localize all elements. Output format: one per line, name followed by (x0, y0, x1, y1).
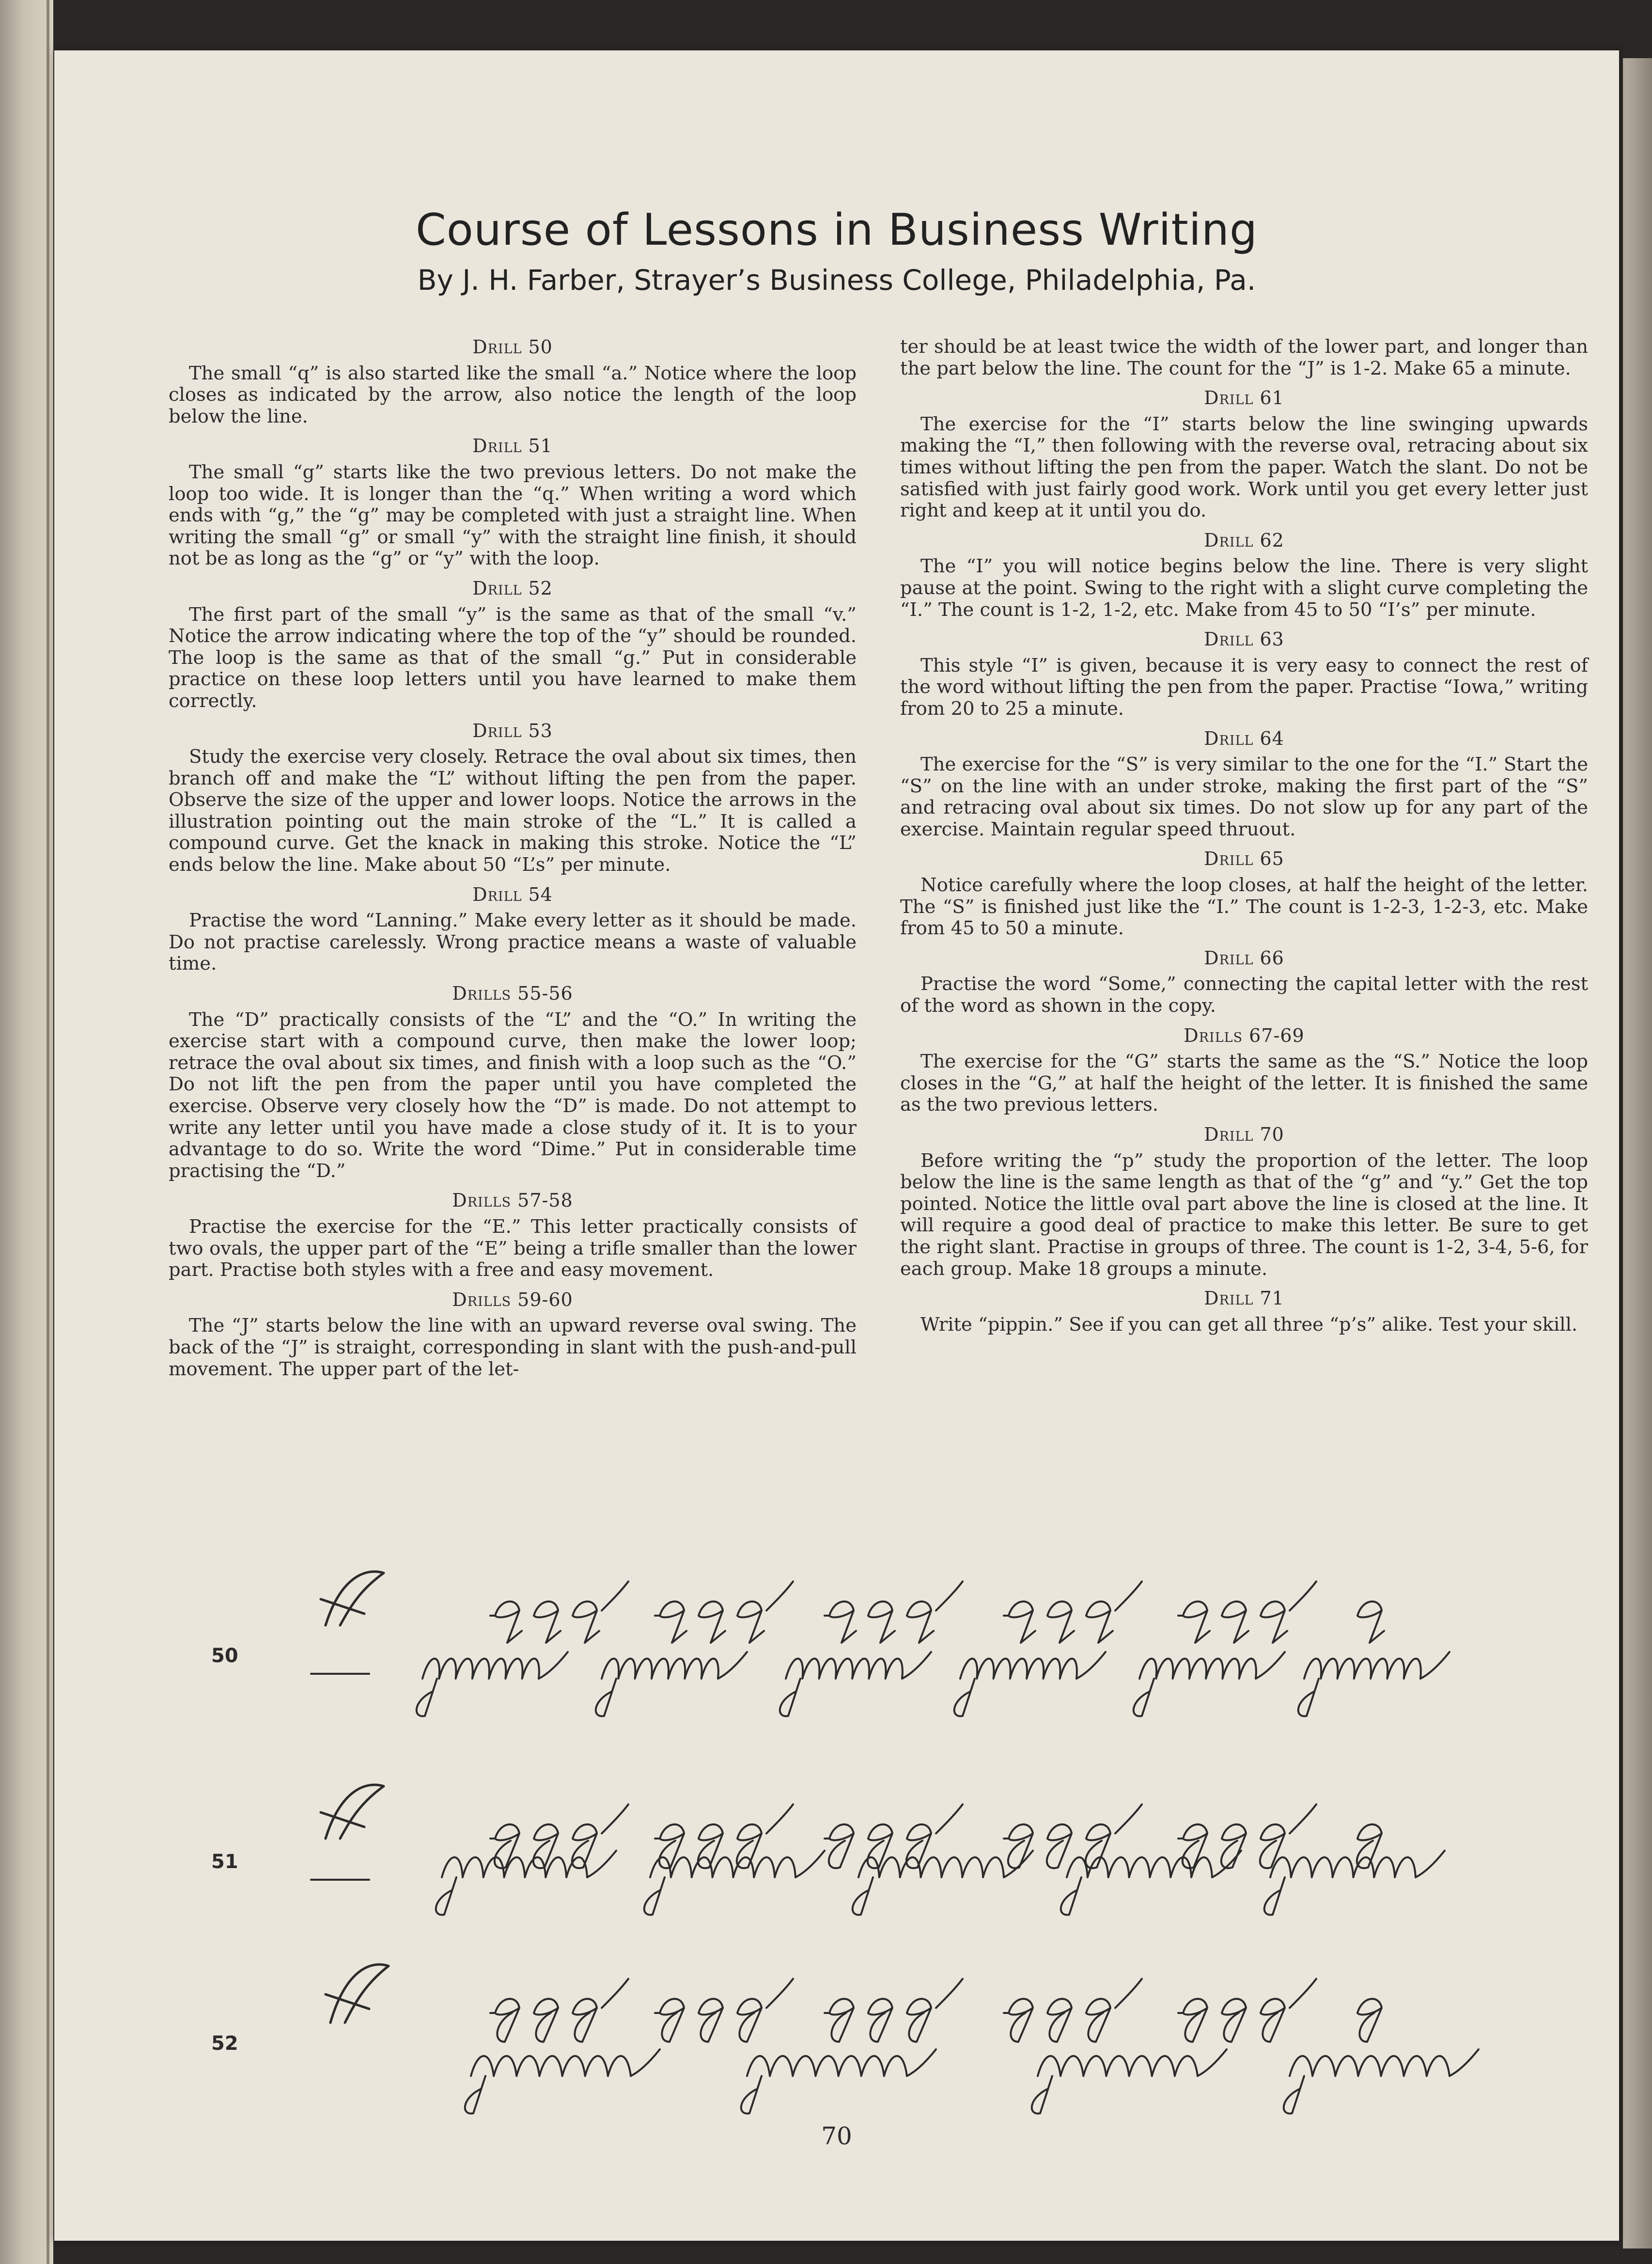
script-stroke (1261, 1999, 1285, 2042)
script-word (747, 2056, 907, 2076)
drill-text: The exercise for the “I” starts below the line swinging upwards making the “I,” then following with the reverse oval, retracing about six times without lifting the pen from the paper. Watch the slant. Do not be satisfied with just fairly good work. Work until you get every letter just right and keep at it until you do. (900, 413, 1588, 522)
script-stroke (631, 2049, 660, 2076)
script-stroke (868, 1999, 892, 2042)
drill-text: The exercise for the “G” starts the same as the “S.” Notice the loop closes in the “G,” at half the height of the letter. It is finished the same as the two previous letters. (900, 1051, 1588, 1116)
script-stroke (1004, 1979, 1142, 2013)
script-stroke (853, 1877, 873, 1915)
script-stroke (1420, 1652, 1449, 1679)
script-stroke (907, 2049, 936, 2076)
script-stroke (718, 1652, 747, 1679)
script-stroke (1032, 2076, 1052, 2113)
drill-text: The first part of the small “y” is the same as that of the small “v.” Notice the arrow indicating where the top of the “y” should be rounded. The loop is the same as that of the small “g.” Put in considerable practice on these loop letters until you have learned to make them correctly. (169, 603, 857, 712)
script-stroke (1416, 1851, 1445, 1877)
page (54, 50, 1619, 2241)
script-stroke (490, 1979, 628, 2013)
script-stroke (417, 1679, 437, 1716)
script-row-label: 50 (211, 1645, 238, 1667)
script-stroke (737, 1999, 762, 2042)
script-word (422, 1659, 539, 1679)
drill-heading: Drill 63 (1204, 629, 1284, 650)
script-stroke (1086, 1602, 1113, 1643)
script-stroke (465, 2076, 485, 2113)
drill-heading: Drill 71 (1204, 1288, 1284, 1309)
drill-text-continued: ter should be at least twice the width of the lower part, and longer than the part below the line. The count for the “J” is 1-2. Make 65 a minute. (900, 336, 1588, 379)
script-stroke (954, 1679, 975, 1716)
script-stroke (660, 1602, 686, 1643)
script-stroke (795, 1851, 825, 1877)
script-stroke (1198, 2049, 1227, 2076)
script-row-label: 52 (211, 2032, 238, 2055)
drill-text: The “D” practically consists of the “L” and the “O.” In writing the exercise start with a compound curve, then make the lower loop; retrace the oval about six times, and finish with a loop such as the “O.” Do not lift the pen from the paper until you have completed the exercise. Observe very closely how the “D” is made. Do not attempt to write any letter until you have made a close study of it. It is to your advantage to do so. Write the word “Dime.” Put in considerable time practising the “D.” (169, 1008, 857, 1182)
drill-text: The small “g” starts like the two previous letters. Do not make the loop too wide. It is longer than the “q.” When writing a word which ends with “g,” the “g” may be completed with just a straight line. When writing the small “g” or small “y” with the straight line finish, it should not be as long as the “g” or “y” with the loop. (169, 461, 857, 570)
script-stroke (1183, 1999, 1207, 2042)
drill-heading: Drill 65 (1204, 848, 1284, 870)
script-capital (321, 1785, 384, 1839)
script-stroke (1183, 1824, 1207, 1868)
script-stroke (1212, 1851, 1241, 1877)
script-word (602, 1659, 718, 1679)
drill-text: The “J” starts below the line with an upward reverse oval swing. The back of the “J” is straight, corresponding in slant with the push-and-pull movement. The upper part of the let- (169, 1315, 857, 1380)
script-stroke (829, 1999, 854, 2042)
script-word (1304, 1659, 1421, 1679)
script-stroke (644, 1877, 665, 1915)
script-stroke (490, 1582, 628, 1616)
script-stroke (596, 1679, 616, 1716)
script-stroke (1178, 1979, 1316, 2013)
adjacent-page-edge (0, 0, 53, 2264)
script-stroke (699, 1602, 725, 1643)
script-stroke (907, 1999, 931, 2042)
script-stroke (495, 1999, 519, 2042)
script-stroke (533, 1824, 558, 1868)
script-stroke (1047, 1824, 1072, 1868)
script-row-label: 51 (211, 1851, 238, 1873)
script-word (1270, 1857, 1416, 1877)
script-stroke (1004, 1582, 1142, 1616)
script-word (471, 2056, 631, 2076)
script-stroke (1047, 1602, 1074, 1643)
drill-heading: Drill 70 (1204, 1124, 1284, 1145)
page-title: Course of Lessons in Business Writing (415, 204, 1258, 255)
script-stroke (1178, 1582, 1316, 1616)
script-stroke (868, 1824, 892, 1868)
drill-heading: Drill 54 (472, 883, 553, 905)
script-word (442, 1857, 587, 1877)
script-capital (321, 1572, 384, 1625)
script-stroke (1047, 1999, 1072, 2042)
drill-text: Before writing the “p” study the proportion of the letter. The loop below the line is the same length as that of the “g” and “y.” Get the top pointed. Notice the little oval part above the line is closed at the line. It will require a good deal of practice to make this letter. Be sure to get the right slant. Practise in groups of three. The count is 1-2, 3-4, 5-6, for each group. Make 18 groups a minute. (900, 1149, 1588, 1280)
drill-text: This style “I” is given, because it is very easy to connect the rest of the word without lifting the pen from the paper. Practise “Iowa,” writing from 20 to 25 a minute. (900, 654, 1588, 720)
drill-heading: Drills 67-69 (1184, 1024, 1305, 1046)
drill-text: The “I” you will notice begins below the line. There is very slight pause at the point. Swing to the right with a slight curve completing the “I.” The count is 1-2, 1-2, etc. Make from 45 to 50 “I’s” per minute. (900, 555, 1588, 621)
drill-heading: Drill 66 (1204, 947, 1284, 969)
script-stroke (495, 1602, 522, 1643)
script-stroke (1357, 1602, 1384, 1643)
script-stroke (1086, 1824, 1110, 1868)
drill-heading: Drill 51 (472, 435, 553, 457)
drill-text: Practise the word “Some,” connecting the capital letter with the rest of the word as shown in the copy. (900, 973, 1588, 1017)
script-stroke (1260, 1824, 1285, 1868)
script-stroke (1256, 1652, 1285, 1679)
script-word (1139, 1659, 1256, 1679)
script-stroke (1357, 1999, 1382, 2042)
script-stroke (825, 1805, 963, 1839)
script-stroke (780, 1679, 800, 1716)
script-stroke (1222, 1602, 1248, 1643)
script-stroke (1061, 1877, 1081, 1915)
script-stroke (1009, 1602, 1035, 1643)
script-stroke (1183, 1602, 1210, 1643)
drill-heading: Drill 64 (1204, 727, 1284, 749)
script-stroke (573, 1999, 597, 2042)
script-stroke (659, 1824, 684, 1868)
script-stroke (1284, 2076, 1304, 2113)
script-stroke (495, 1824, 519, 1868)
script-stroke (573, 1602, 599, 1643)
script-stroke (907, 1602, 934, 1643)
script-stroke (868, 1602, 895, 1643)
drill-heading: Drill 52 (472, 577, 553, 599)
script-stroke (1009, 1999, 1033, 2042)
script-stroke (655, 1805, 793, 1839)
script-stroke (660, 1999, 684, 2042)
script-stroke (1008, 1824, 1033, 1868)
drill-heading: Drills 59-60 (452, 1289, 573, 1310)
script-stroke (737, 1602, 764, 1643)
script-stroke (1004, 1805, 1142, 1839)
script-stroke (825, 1979, 963, 2013)
drill-heading: Drill 50 (472, 336, 553, 358)
script-word (858, 1857, 1004, 1877)
drill-text: Write “pippin.” See if you can get all three “p’s” alike. Test your skill. (920, 1313, 1578, 1336)
drill-text: The exercise for the “S” is very similar to the one for the “I.” Start the “S” on the line with an under stroke, making the first part of the “S” and retracing oval about six times. Do not slow up for any part of the exercise. Maintain regular speed thruout. (900, 754, 1588, 840)
penmanship-specimens (54, 50, 1619, 2241)
script-stroke (902, 1652, 931, 1679)
script-stroke (825, 1582, 963, 1616)
byline: By J. H. Farber, Strayer’s Business College, Philadelphia, Pa. (417, 264, 1256, 297)
script-stroke (655, 1582, 793, 1616)
page-stack-edge (1623, 58, 1652, 2248)
script-stroke (1222, 1999, 1246, 2042)
script-stroke (534, 1602, 561, 1643)
script-stroke (1178, 1805, 1316, 1839)
script-stroke (699, 1999, 723, 2042)
page-number: 70 (821, 2122, 852, 2150)
script-stroke (587, 1851, 616, 1877)
drill-heading: Drill 61 (1204, 387, 1284, 409)
script-stroke (1134, 1679, 1154, 1716)
script-stroke (1086, 1999, 1110, 2042)
script-stroke (539, 1652, 568, 1679)
script-stroke (490, 1805, 628, 1839)
script-stroke (829, 1602, 856, 1643)
drill-heading: Drill 53 (472, 720, 553, 741)
script-stroke (655, 1979, 793, 2013)
drill-heading: Drill 62 (1204, 529, 1284, 551)
script-word (786, 1659, 903, 1679)
script-stroke (741, 2076, 762, 2113)
script-stroke (1076, 1652, 1106, 1679)
script-stroke (436, 1877, 456, 1915)
drill-text: The small “q” is also started like the small “a.” Notice where the loop closes as indicated by the arrow, also notice the length of the loop below the line. (169, 362, 857, 427)
script-stroke (534, 1999, 558, 2042)
drill-heading: Drills 55-56 (452, 983, 573, 1005)
script-stroke (1221, 1824, 1246, 1868)
script-word (1038, 2056, 1198, 2076)
script-stroke (1298, 1679, 1319, 1716)
drill-text: Practise the exercise for the “E.” This letter practically consists of two ovals, the upper part of the “E” being a trifle smaller than the lower part. Practise both styles with a free and easy movement. (169, 1215, 857, 1281)
drill-heading: Drills 57-58 (452, 1190, 573, 1211)
script-stroke (1261, 1602, 1287, 1643)
script-stroke (1449, 2049, 1479, 2076)
script-word (960, 1659, 1077, 1679)
script-stroke (1264, 1877, 1285, 1915)
script-stroke (829, 1824, 854, 1868)
script-word (1290, 2056, 1449, 2076)
script-word (650, 1857, 795, 1877)
drill-text: Practise the word “Lanning.” Make every letter as it should be made. Do not practise carelessly. Wrong practice means a waste of valuable time. (169, 910, 857, 975)
drill-text: Study the exercise very closely. Retrace the oval about six times, then branch off and make the “L” without lifting the pen from the paper. Observe the size of the upper and lower loops. Notice the arrows in the illustration pointing out the main stroke of the “L.” It is called a compound curve. Get the knack in making this stroke. Notice the “L” ends below the line. Make about 50 “L’s” per minute. (169, 746, 857, 876)
script-capital (326, 1965, 389, 2023)
drill-text: Notice carefully where the loop closes, at half the height of the letter. The “S” is finished just like the “I.” The count is 1-2-3, 1-2-3, etc. Make from 45 to 50 a minute. (900, 874, 1588, 940)
